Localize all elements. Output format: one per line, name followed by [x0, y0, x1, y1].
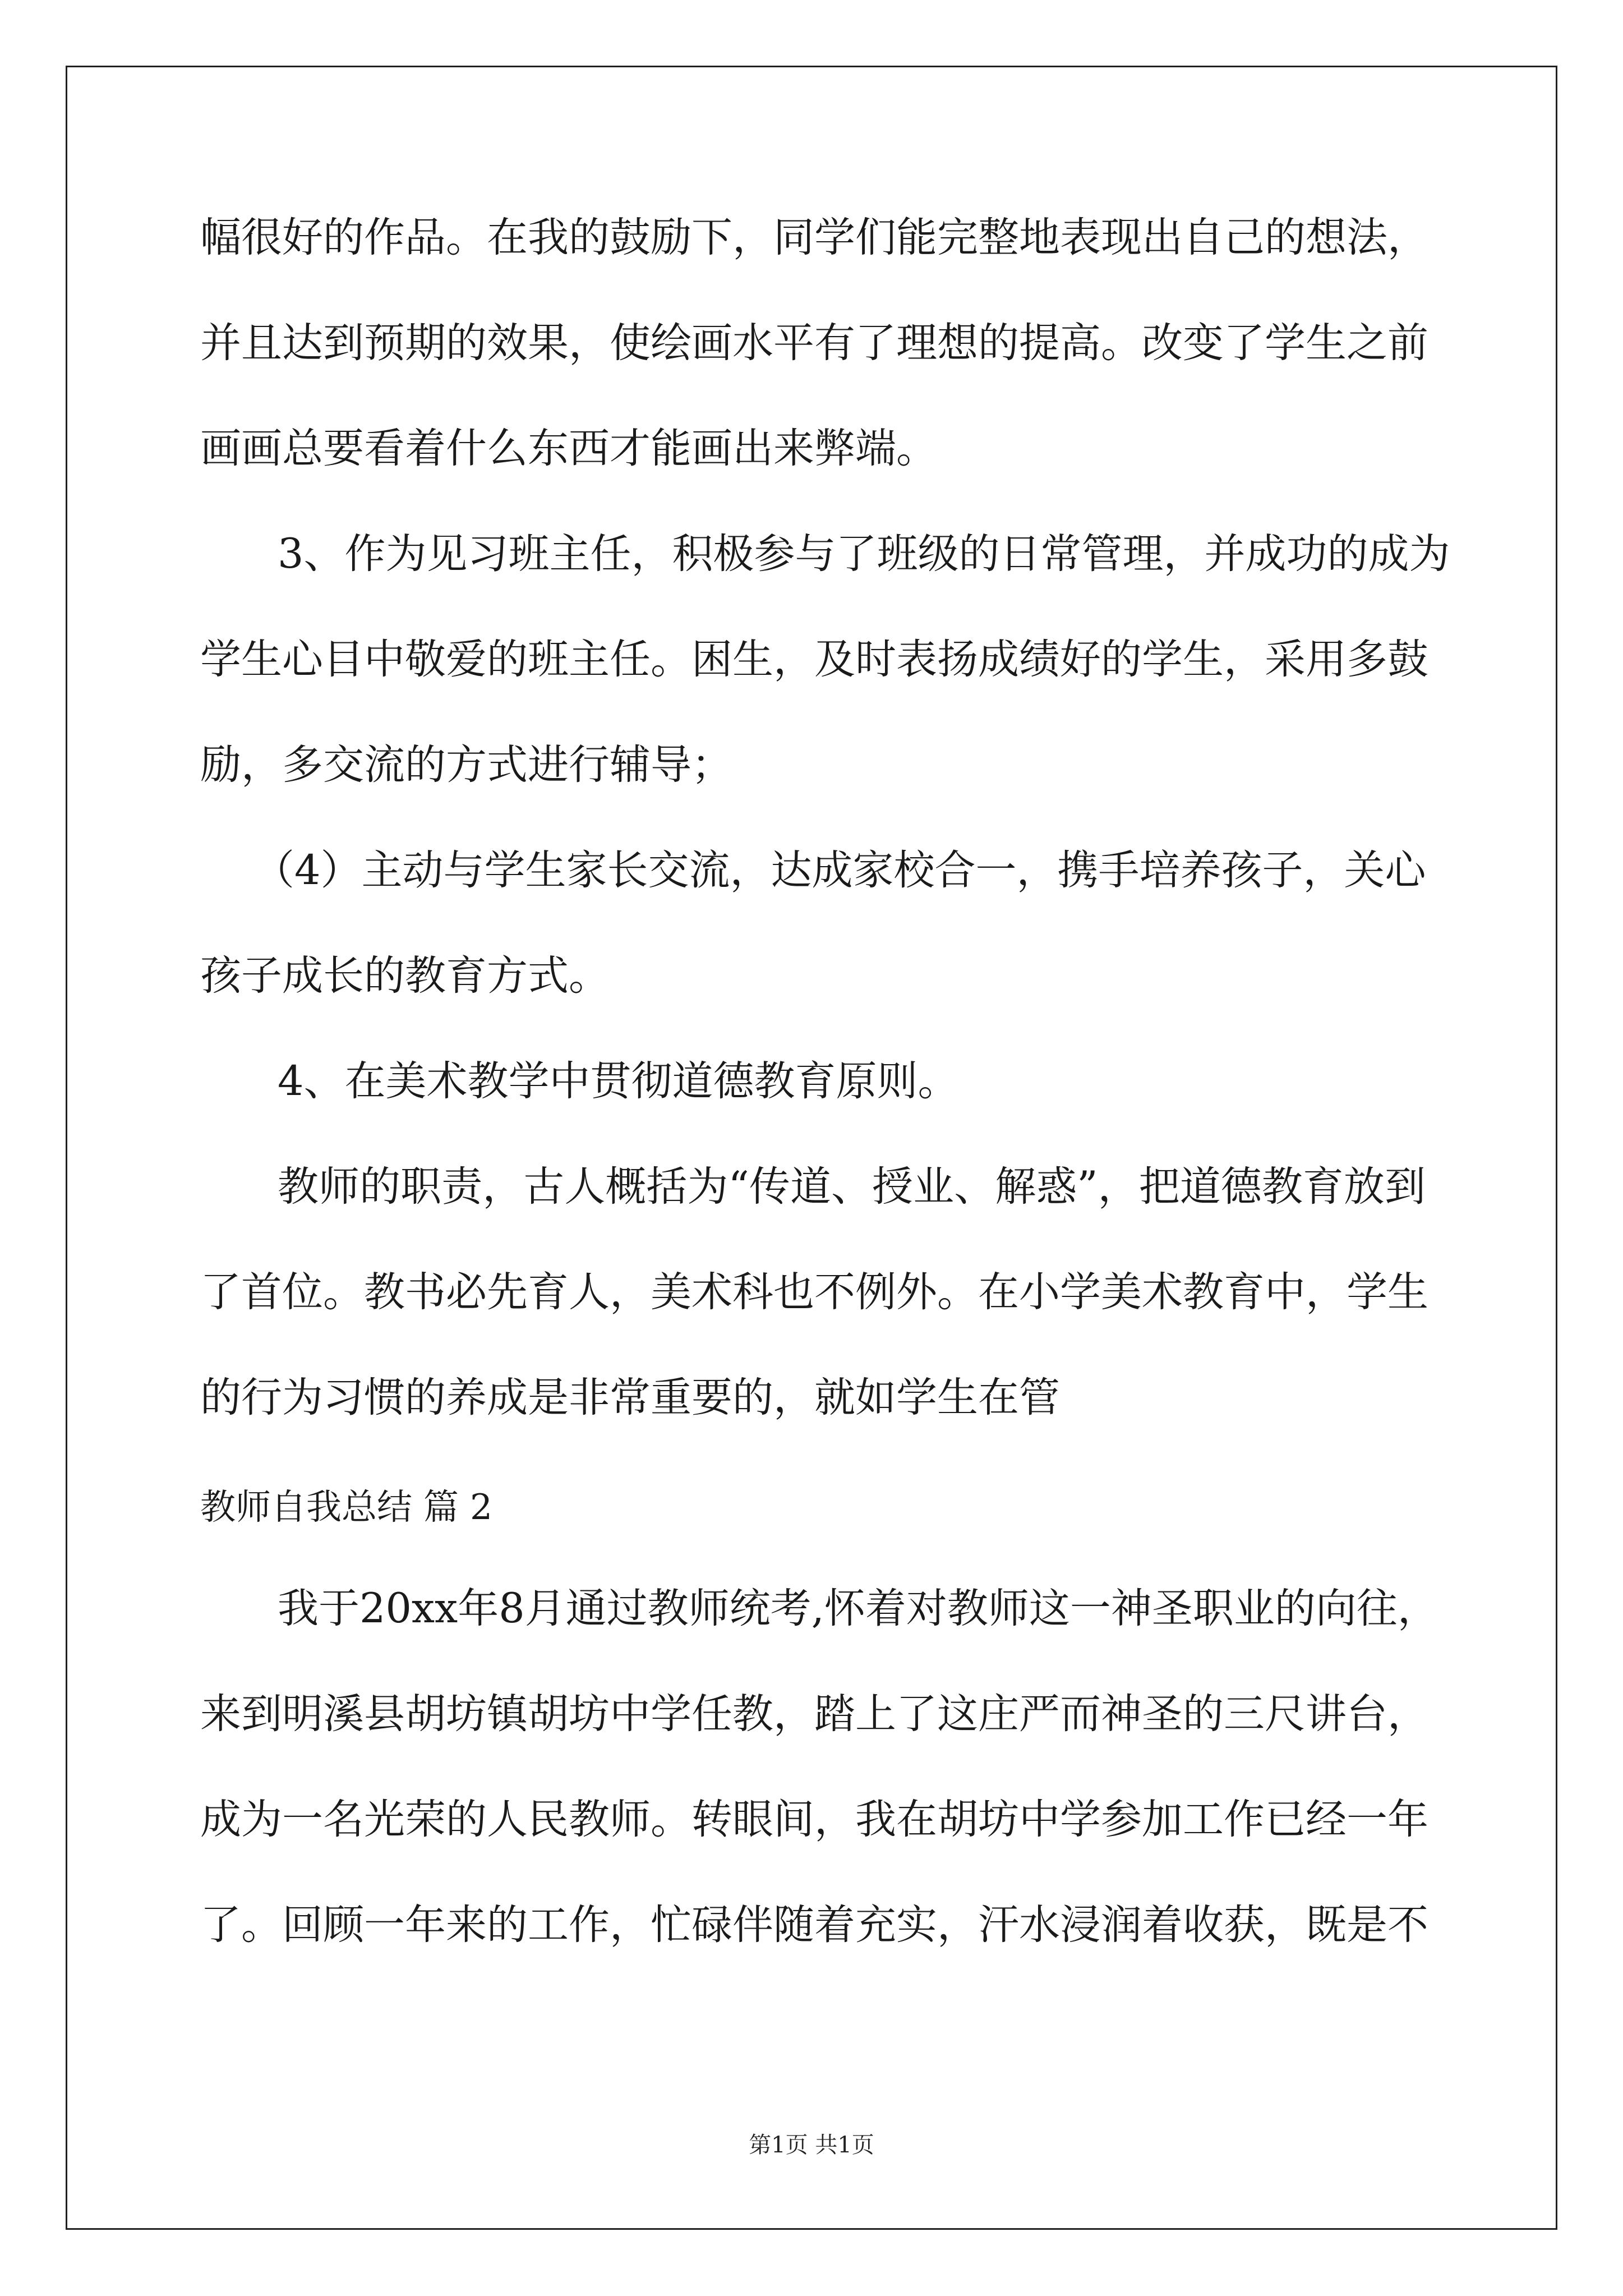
text-line: 教师的职责，古人概括为“传道、授业、解惑”，把道德教育放到 — [278, 1163, 1426, 1211]
text-line: 3、作为见习班主任，积极参与了班级的日常管理，并成功的成为 — [278, 530, 1450, 578]
text-line: 的行为习惯的养成是非常重要的，就如学生在管 — [200, 1374, 1060, 1421]
text-line: 励，多交流的方式进行辅导； — [200, 741, 732, 789]
text-line: （4）主动与学生家长交流，达成家校合一，携手培养孩子，关心 — [253, 846, 1426, 894]
text-line: 我于20xx年8月通过教师统考,怀着对教师这一神圣职业的向往， — [278, 1585, 1438, 1632]
text-line: 孩子成长的教育方式。 — [200, 952, 610, 1000]
text-line: 来到明溪县胡坊镇胡坊中学任教，踏上了这庄严而神圣的三尺讲台， — [200, 1690, 1428, 1738]
text-line: 并且达到预期的效果，使绘画水平有了理想的提高。改变了学生之前 — [200, 319, 1428, 367]
text-line: 幅很好的作品。在我的鼓励下，同学们能完整地表现出自己的想法， — [200, 214, 1428, 261]
section-heading: 教师自我总结 篇 2 — [200, 1487, 493, 1527]
text-line: 了首位。教书必先育人，美术科也不例外。在小学美术教育中，学生 — [200, 1268, 1428, 1316]
text-line: 成为一名光荣的人民教师。转眼间，我在胡坊中学参加工作已经一年 — [200, 1796, 1428, 1843]
text-line: 了。回顾一年来的工作，忙碌伴随着充实，汗水浸润着收获，既是不 — [200, 1901, 1428, 1949]
text-line: 4、在美术教学中贯彻道德教育原则。 — [278, 1057, 959, 1105]
text-line: 画画总要看着什么东西才能画出来弊端。 — [200, 425, 937, 472]
text-line: 学生心目中敬爱的班主任。困生，及时表扬成绩好的学生，采用多鼓 — [200, 636, 1428, 683]
page-footer: 第1页 共1页 — [749, 2132, 874, 2158]
